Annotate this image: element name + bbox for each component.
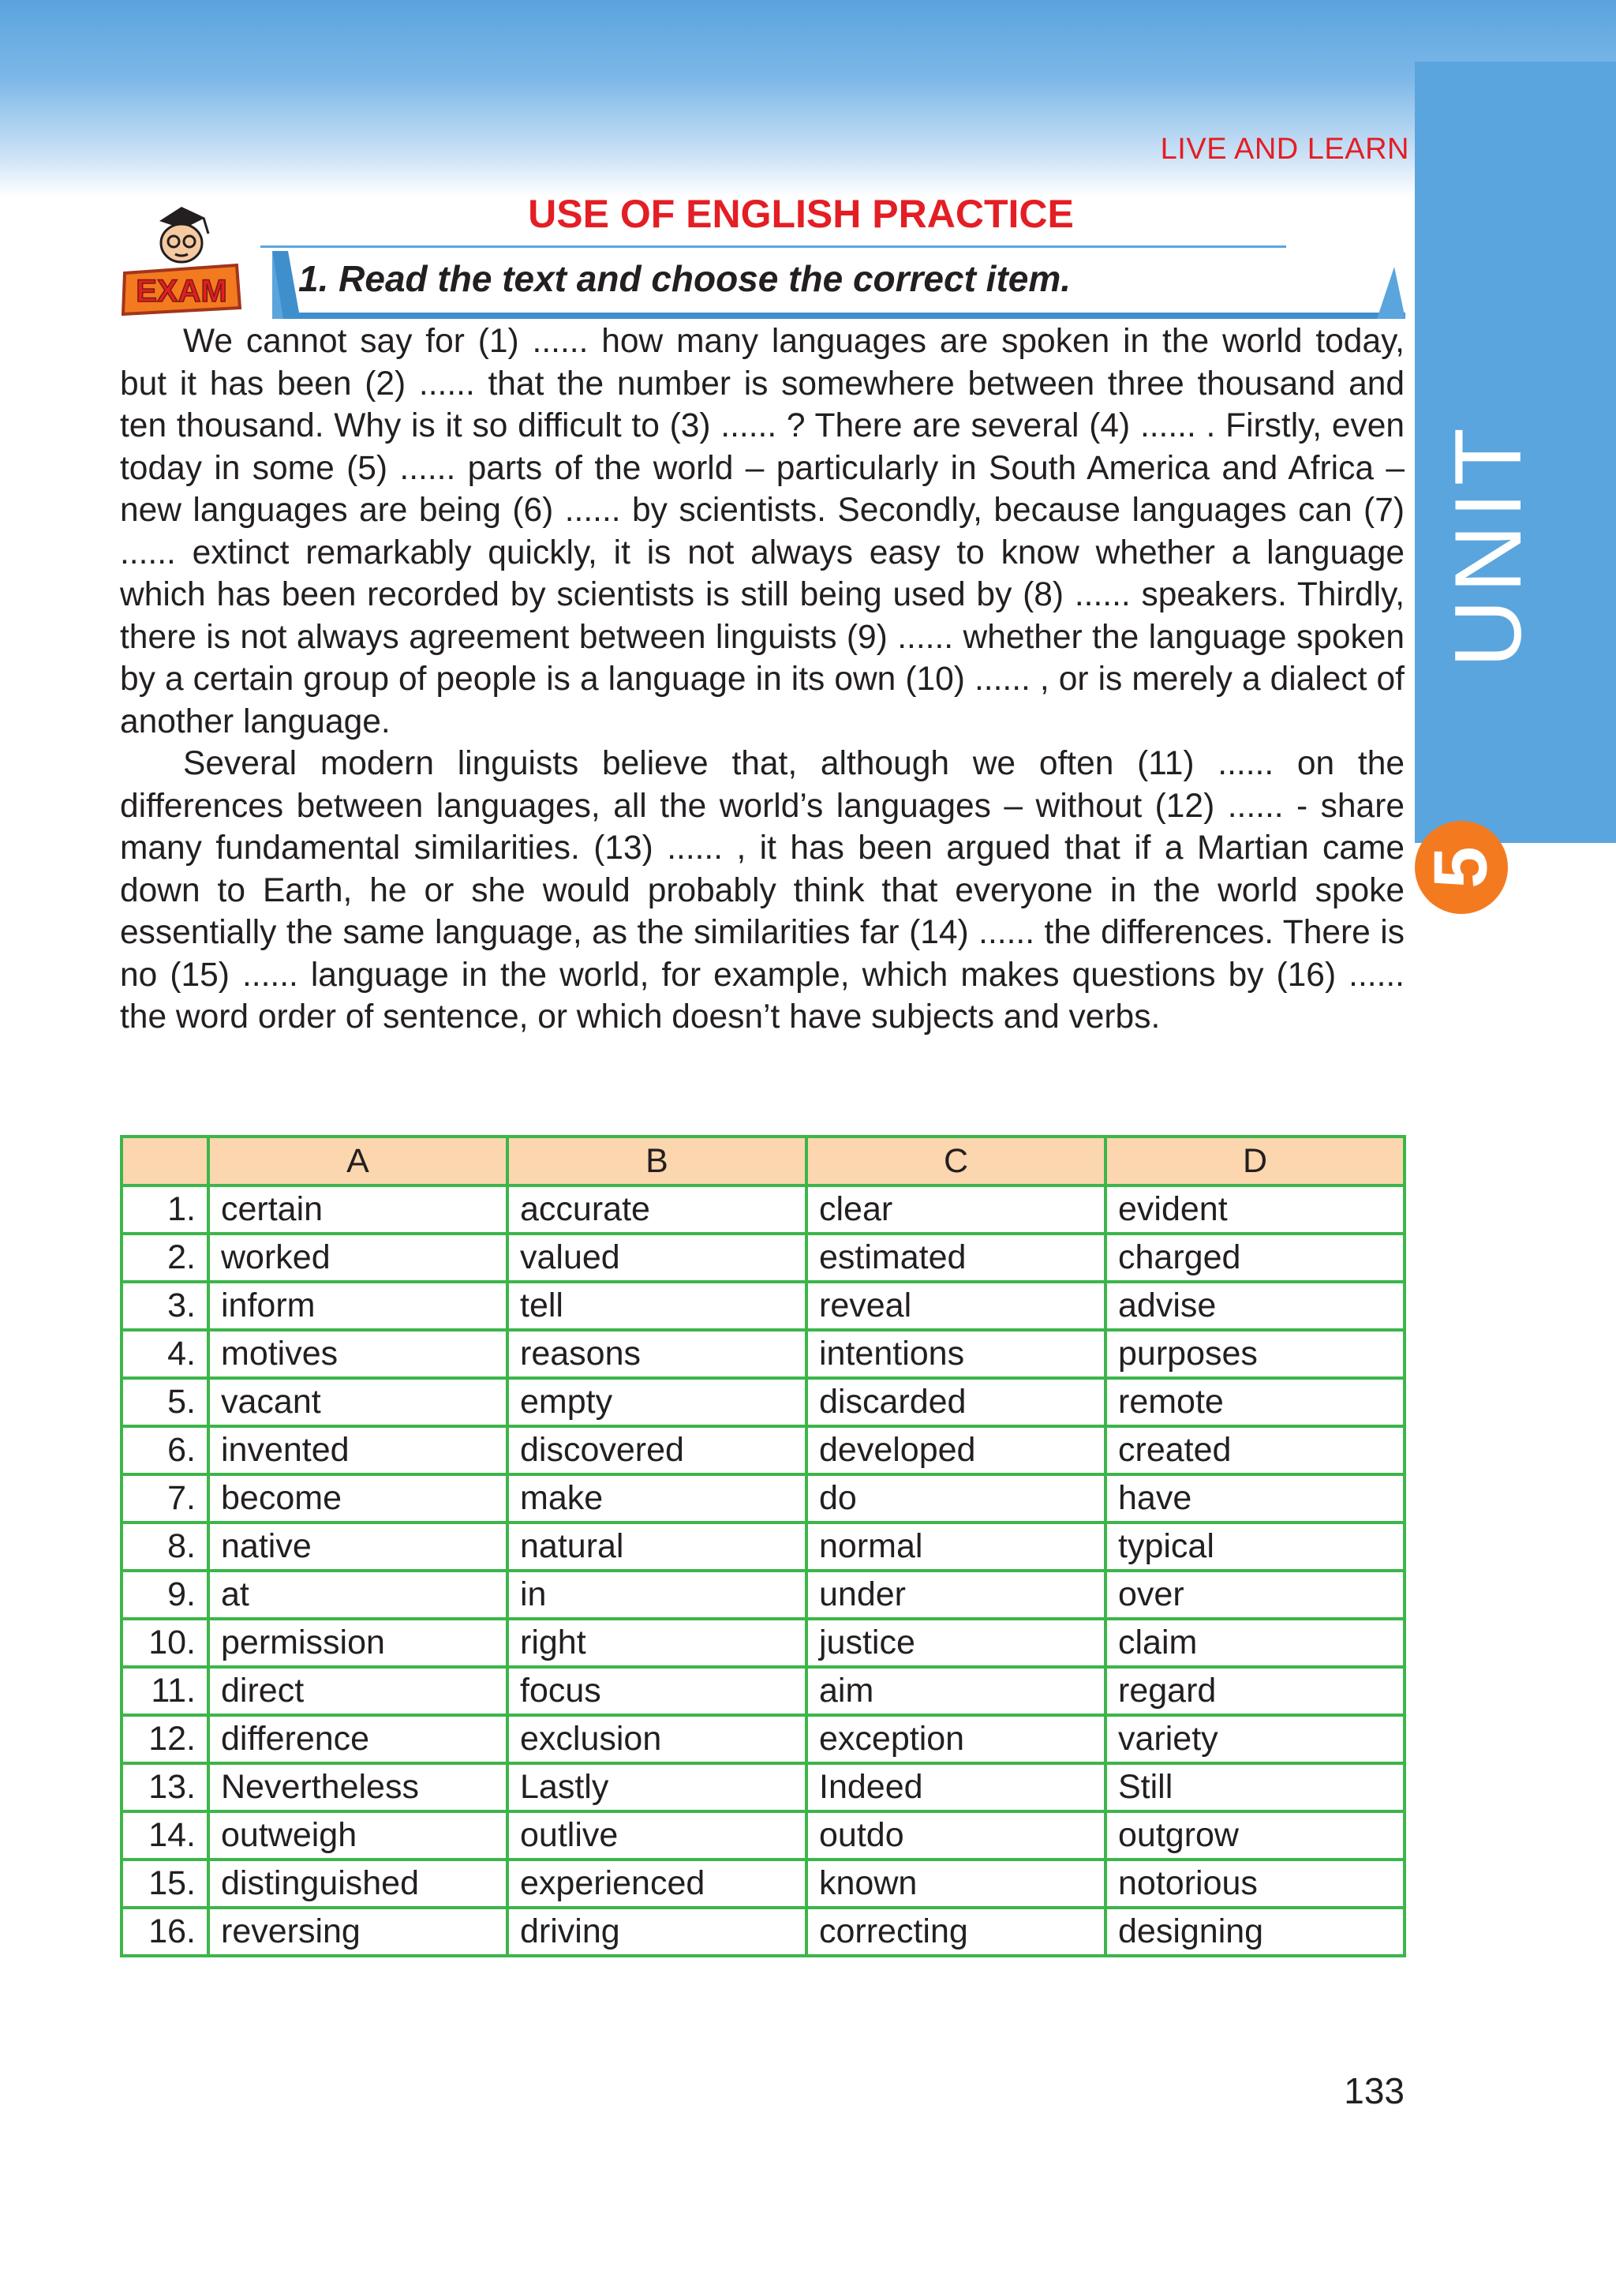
running-head: LIVE AND LEARN — [1160, 133, 1409, 166]
header-option-a: A — [208, 1137, 507, 1185]
item-number: 1. — [122, 1185, 208, 1234]
option-b: empty — [507, 1378, 806, 1426]
header-option-c: C — [806, 1137, 1105, 1185]
table-row — [122, 1908, 1405, 1956]
option-a: native — [208, 1523, 507, 1571]
option-b: discovered — [507, 1426, 806, 1474]
table-row — [122, 1426, 1405, 1474]
option-d: advise — [1105, 1282, 1405, 1330]
instruction-text: 1. Read the text and choose the correct item. — [298, 258, 1072, 299]
reading-passage — [120, 320, 1405, 1039]
item-number: 5. — [122, 1378, 208, 1426]
option-b: outlive — [507, 1811, 806, 1860]
table-row — [122, 1619, 1405, 1667]
option-d: notorious — [1105, 1860, 1405, 1908]
option-b: natural — [507, 1523, 806, 1571]
option-a: permission — [208, 1619, 507, 1667]
option-b: exclusion — [507, 1715, 806, 1763]
item-number: 10. — [122, 1619, 208, 1667]
option-d: regard — [1105, 1667, 1405, 1715]
item-number: 16. — [122, 1908, 208, 1956]
table-row — [122, 1571, 1405, 1619]
section-title: USE OF ENGLISH PRACTICE — [528, 192, 1074, 236]
passage-paragraph-2: Several modern linguists believe that, although we often (11) ...... on the differences between languages, all the world’s languages – without (12) ...... - share many fundamental similarities. (13) ...... , it has been argued that if a Martian came down to Earth, he or she would probably think that everyone in the world spoke essentially the same language, as the similarities far (14) ...... the differences. There is no (15) ...... language in the world, for example, which makes questions by (16) ...... the word order of sentence, or which doesn’t have subjects and verbs. — [120, 745, 1405, 1036]
table-row — [122, 1811, 1405, 1860]
option-d: purposes — [1105, 1330, 1405, 1378]
option-c: known — [806, 1860, 1105, 1908]
option-b: make — [507, 1474, 806, 1523]
title-divider — [260, 245, 1286, 248]
option-b: accurate — [507, 1185, 806, 1234]
option-d: outgrow — [1105, 1811, 1405, 1860]
item-number: 3. — [122, 1282, 208, 1330]
item-number: 14. — [122, 1811, 208, 1860]
item-number: 9. — [122, 1571, 208, 1619]
table-header-row — [122, 1137, 1405, 1185]
option-c: discarded — [806, 1378, 1105, 1426]
option-c: estimated — [806, 1234, 1105, 1282]
option-a: difference — [208, 1715, 507, 1763]
option-a: inform — [208, 1282, 507, 1330]
option-a: motives — [208, 1330, 507, 1378]
option-a: invented — [208, 1426, 507, 1474]
option-d: created — [1105, 1426, 1405, 1474]
header-option-b: B — [507, 1137, 806, 1185]
option-c: developed — [806, 1426, 1105, 1474]
option-a: worked — [208, 1234, 507, 1282]
item-number: 8. — [122, 1523, 208, 1571]
option-c: under — [806, 1571, 1105, 1619]
header-option-d: D — [1105, 1137, 1405, 1185]
exam-badge-label: EXAM — [136, 274, 227, 309]
option-d: charged — [1105, 1234, 1405, 1282]
item-number: 13. — [122, 1763, 208, 1811]
option-b: reasons — [507, 1330, 806, 1378]
option-d: remote — [1105, 1378, 1405, 1426]
option-a: at — [208, 1571, 507, 1619]
option-c: outdo — [806, 1811, 1105, 1860]
option-a: direct — [208, 1667, 507, 1715]
table-row — [122, 1378, 1405, 1426]
unit-number-badge — [1415, 821, 1508, 914]
option-c: correcting — [806, 1908, 1105, 1956]
answer-options-table — [120, 1135, 1406, 1957]
option-d: variety — [1105, 1715, 1405, 1763]
item-number: 15. — [122, 1860, 208, 1908]
option-a: vacant — [208, 1378, 507, 1426]
item-number: 7. — [122, 1474, 208, 1523]
item-number: 2. — [122, 1234, 208, 1282]
option-b: in — [507, 1571, 806, 1619]
table-row — [122, 1860, 1405, 1908]
item-number: 6. — [122, 1426, 208, 1474]
option-c: normal — [806, 1523, 1105, 1571]
option-b: experienced — [507, 1860, 806, 1908]
option-d: typical — [1105, 1523, 1405, 1571]
top-header-band — [0, 0, 1616, 197]
table-row — [122, 1474, 1405, 1523]
option-d: evident — [1105, 1185, 1405, 1234]
header-number — [122, 1137, 208, 1185]
option-a: outweigh — [208, 1811, 507, 1860]
option-c: do — [806, 1474, 1105, 1523]
table-row — [122, 1234, 1405, 1282]
option-c: exception — [806, 1715, 1105, 1763]
table-row — [122, 1185, 1405, 1234]
option-c: reveal — [806, 1282, 1105, 1330]
item-number: 11. — [122, 1667, 208, 1715]
option-c: intentions — [806, 1330, 1105, 1378]
table-row — [122, 1282, 1405, 1330]
option-a: certain — [208, 1185, 507, 1234]
option-b: focus — [507, 1667, 806, 1715]
page-number: 133 — [1344, 2070, 1405, 2111]
exam-mascot-icon — [118, 197, 245, 316]
option-d: over — [1105, 1571, 1405, 1619]
option-a: become — [208, 1474, 507, 1523]
unit-number: 5 — [1418, 846, 1503, 889]
table-row — [122, 1763, 1405, 1811]
option-a: distinguished — [208, 1860, 507, 1908]
option-b: valued — [507, 1234, 806, 1282]
option-d: have — [1105, 1474, 1405, 1523]
option-c: clear — [806, 1185, 1105, 1234]
table-row — [122, 1330, 1405, 1378]
table-row — [122, 1715, 1405, 1763]
unit-label: UNIT — [1435, 421, 1541, 668]
option-b: driving — [507, 1908, 806, 1956]
option-b: right — [507, 1619, 806, 1667]
option-c: Indeed — [806, 1763, 1105, 1811]
option-b: tell — [507, 1282, 806, 1330]
item-number: 4. — [122, 1330, 208, 1378]
passage-paragraph-1: We cannot say for (1) ...... how many languages are spoken in the world today, but it has been (2) ...... that the number is somewhere between three thousand and ten thousand. Why is it so difficult to (3) ...... ? There are several (4) ...... . Firstly, even today in some (5) ...... parts of the world – particularly in South America and Africa – new languages are being (6) ...... by scientists. Secondly, because languages can (7) ...... extinct remarkably quickly, it is not always easy to know whether a language which has been recorded by scientists is still being used by (8) ...... speakers. Thirdly, there is not always agreement between linguists (9) ...... whether the language spoken by a certain group of people is a language in its own (10) ...... , or is merely a dialect of another language. — [120, 323, 1405, 740]
item-number: 12. — [122, 1715, 208, 1763]
table-row — [122, 1667, 1405, 1715]
option-c: aim — [806, 1667, 1105, 1715]
option-d: Still — [1105, 1763, 1405, 1811]
table-row — [122, 1523, 1405, 1571]
option-b: Lastly — [507, 1763, 806, 1811]
option-c: justice — [806, 1619, 1105, 1667]
option-a: Nevertheless — [208, 1763, 507, 1811]
option-d: designing — [1105, 1908, 1405, 1956]
option-d: claim — [1105, 1619, 1405, 1667]
option-a: reversing — [208, 1908, 507, 1956]
